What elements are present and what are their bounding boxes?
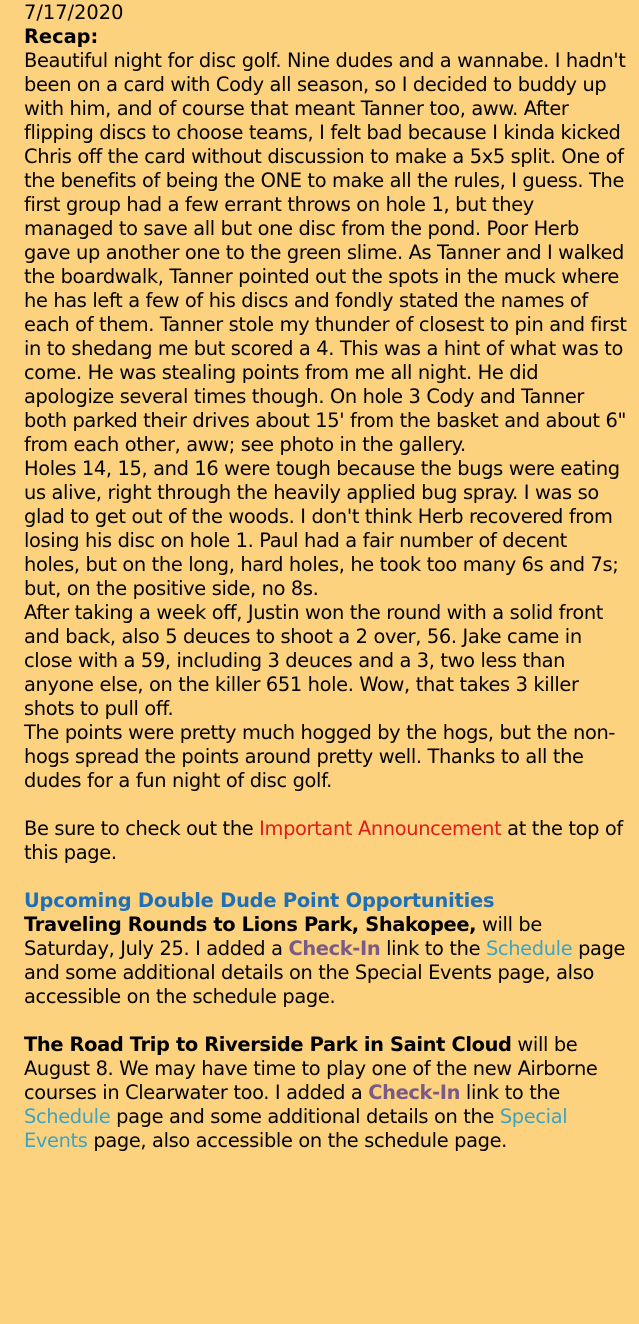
recap-paragraph-4: The points were pretty much hogged by the hogs, but the non-hogs spread the points around pretty well. Thanks to all the dudes for a fun night of disc golf. bbox=[24, 721, 616, 792]
event-riverside-text: page, also accessible on the schedule page. bbox=[87, 1129, 507, 1152]
important-announcement-link[interactable]: Important Announcement bbox=[259, 817, 502, 840]
event-lions-park-text: link to the bbox=[380, 937, 486, 960]
event-riverside-text: link to the bbox=[460, 1081, 560, 1104]
event-riverside-park bbox=[24, 1033, 627, 1153]
announcement-text-after: at the top of this page. bbox=[24, 817, 623, 864]
schedule-link[interactable]: Schedule bbox=[24, 1105, 111, 1128]
event-lions-park-text: page and some additional details on the Special Events page, also accessible on the schedule page. bbox=[24, 937, 626, 1008]
spacer bbox=[24, 865, 627, 889]
announcement-paragraph bbox=[24, 817, 627, 865]
post-date: 7/17/2020 bbox=[24, 1, 124, 24]
announcement-text-before: Be sure to check out the bbox=[24, 817, 260, 840]
check-in-label: Check-In bbox=[288, 937, 381, 960]
special-events-link[interactable]: Special Events bbox=[24, 1105, 568, 1152]
recap-paragraph-3: After taking a week off, Justin won the round with a solid front and back, also 5 deuces to shoot a 2 over, 56. Jake came in close with a 59, including 3 deuces and a 3, two less than anyone else, on the killer 651 hole. Wow, that takes 3 killer shots to pull off. bbox=[24, 601, 604, 720]
check-in-label: Check-In bbox=[368, 1081, 461, 1104]
event-riverside-text: will be August 8. We may have time to play one of the new Airborne courses in Clearwater too. I added a bbox=[24, 1033, 598, 1104]
schedule-link[interactable]: Schedule bbox=[485, 937, 573, 960]
spacer bbox=[24, 793, 627, 817]
post-page bbox=[0, 1, 639, 1324]
event-lions-park-title: Traveling Rounds to Lions Park, Shakopee, bbox=[24, 913, 477, 936]
upcoming-heading: Upcoming Double Dude Point Opportunities bbox=[24, 889, 495, 912]
event-riverside-park-title: The Road Trip to Riverside Park in Saint Cloud bbox=[24, 1033, 512, 1056]
spacer bbox=[24, 1009, 627, 1033]
recap-paragraph-2: Holes 14, 15, and 16 were tough because the bugs were eating us alive, right through the heavily applied bug spray. I was so glad to get out of the woods. I don't think Herb recovered from losing his disc on hole 1. Paul had a fair number of decent holes, but on the long, hard holes, he took too many 6s and 7s; but, on the positive side, no 8s. bbox=[24, 457, 620, 600]
recap-heading: Recap: bbox=[24, 25, 99, 48]
event-lions-park-text: will be Saturday, July 25. I added a bbox=[24, 913, 542, 960]
event-riverside-text: page and some additional details on the bbox=[110, 1105, 500, 1128]
recap-paragraph-1: Beautiful night for disc golf. Nine dudes and a wannabe. I hadn't been on a card with Cody all season, so I decided to buddy up with him, and of course that meant Tanner too, aww. After flipping discs to choose teams, I felt bad because I kinda kicked Chris off the card without discussion to make a 5x5 split. One of the benefits of being the ONE to make all the rules, I guess. The first group had a few errant throws on hole 1, but they managed to save all but one disc from the pond. Poor Herb gave up another one to the green slime. As Tanner and I walked the boardwalk, Tanner pointed out the spots in the muck where he has left a few of his discs and fondly stated the names of each of them. Tanner stole my thunder of closest to pin and first in to shedang me but scored a 4. This was a hint of what was to come. He was stealing points from me all night. He did apologize several times though. On hole 3 Cody and Tanner both parked their drives about 15' from the basket and about 6" from each other, aww; see photo in the gallery. bbox=[24, 49, 627, 456]
event-lions-park bbox=[24, 913, 627, 1009]
